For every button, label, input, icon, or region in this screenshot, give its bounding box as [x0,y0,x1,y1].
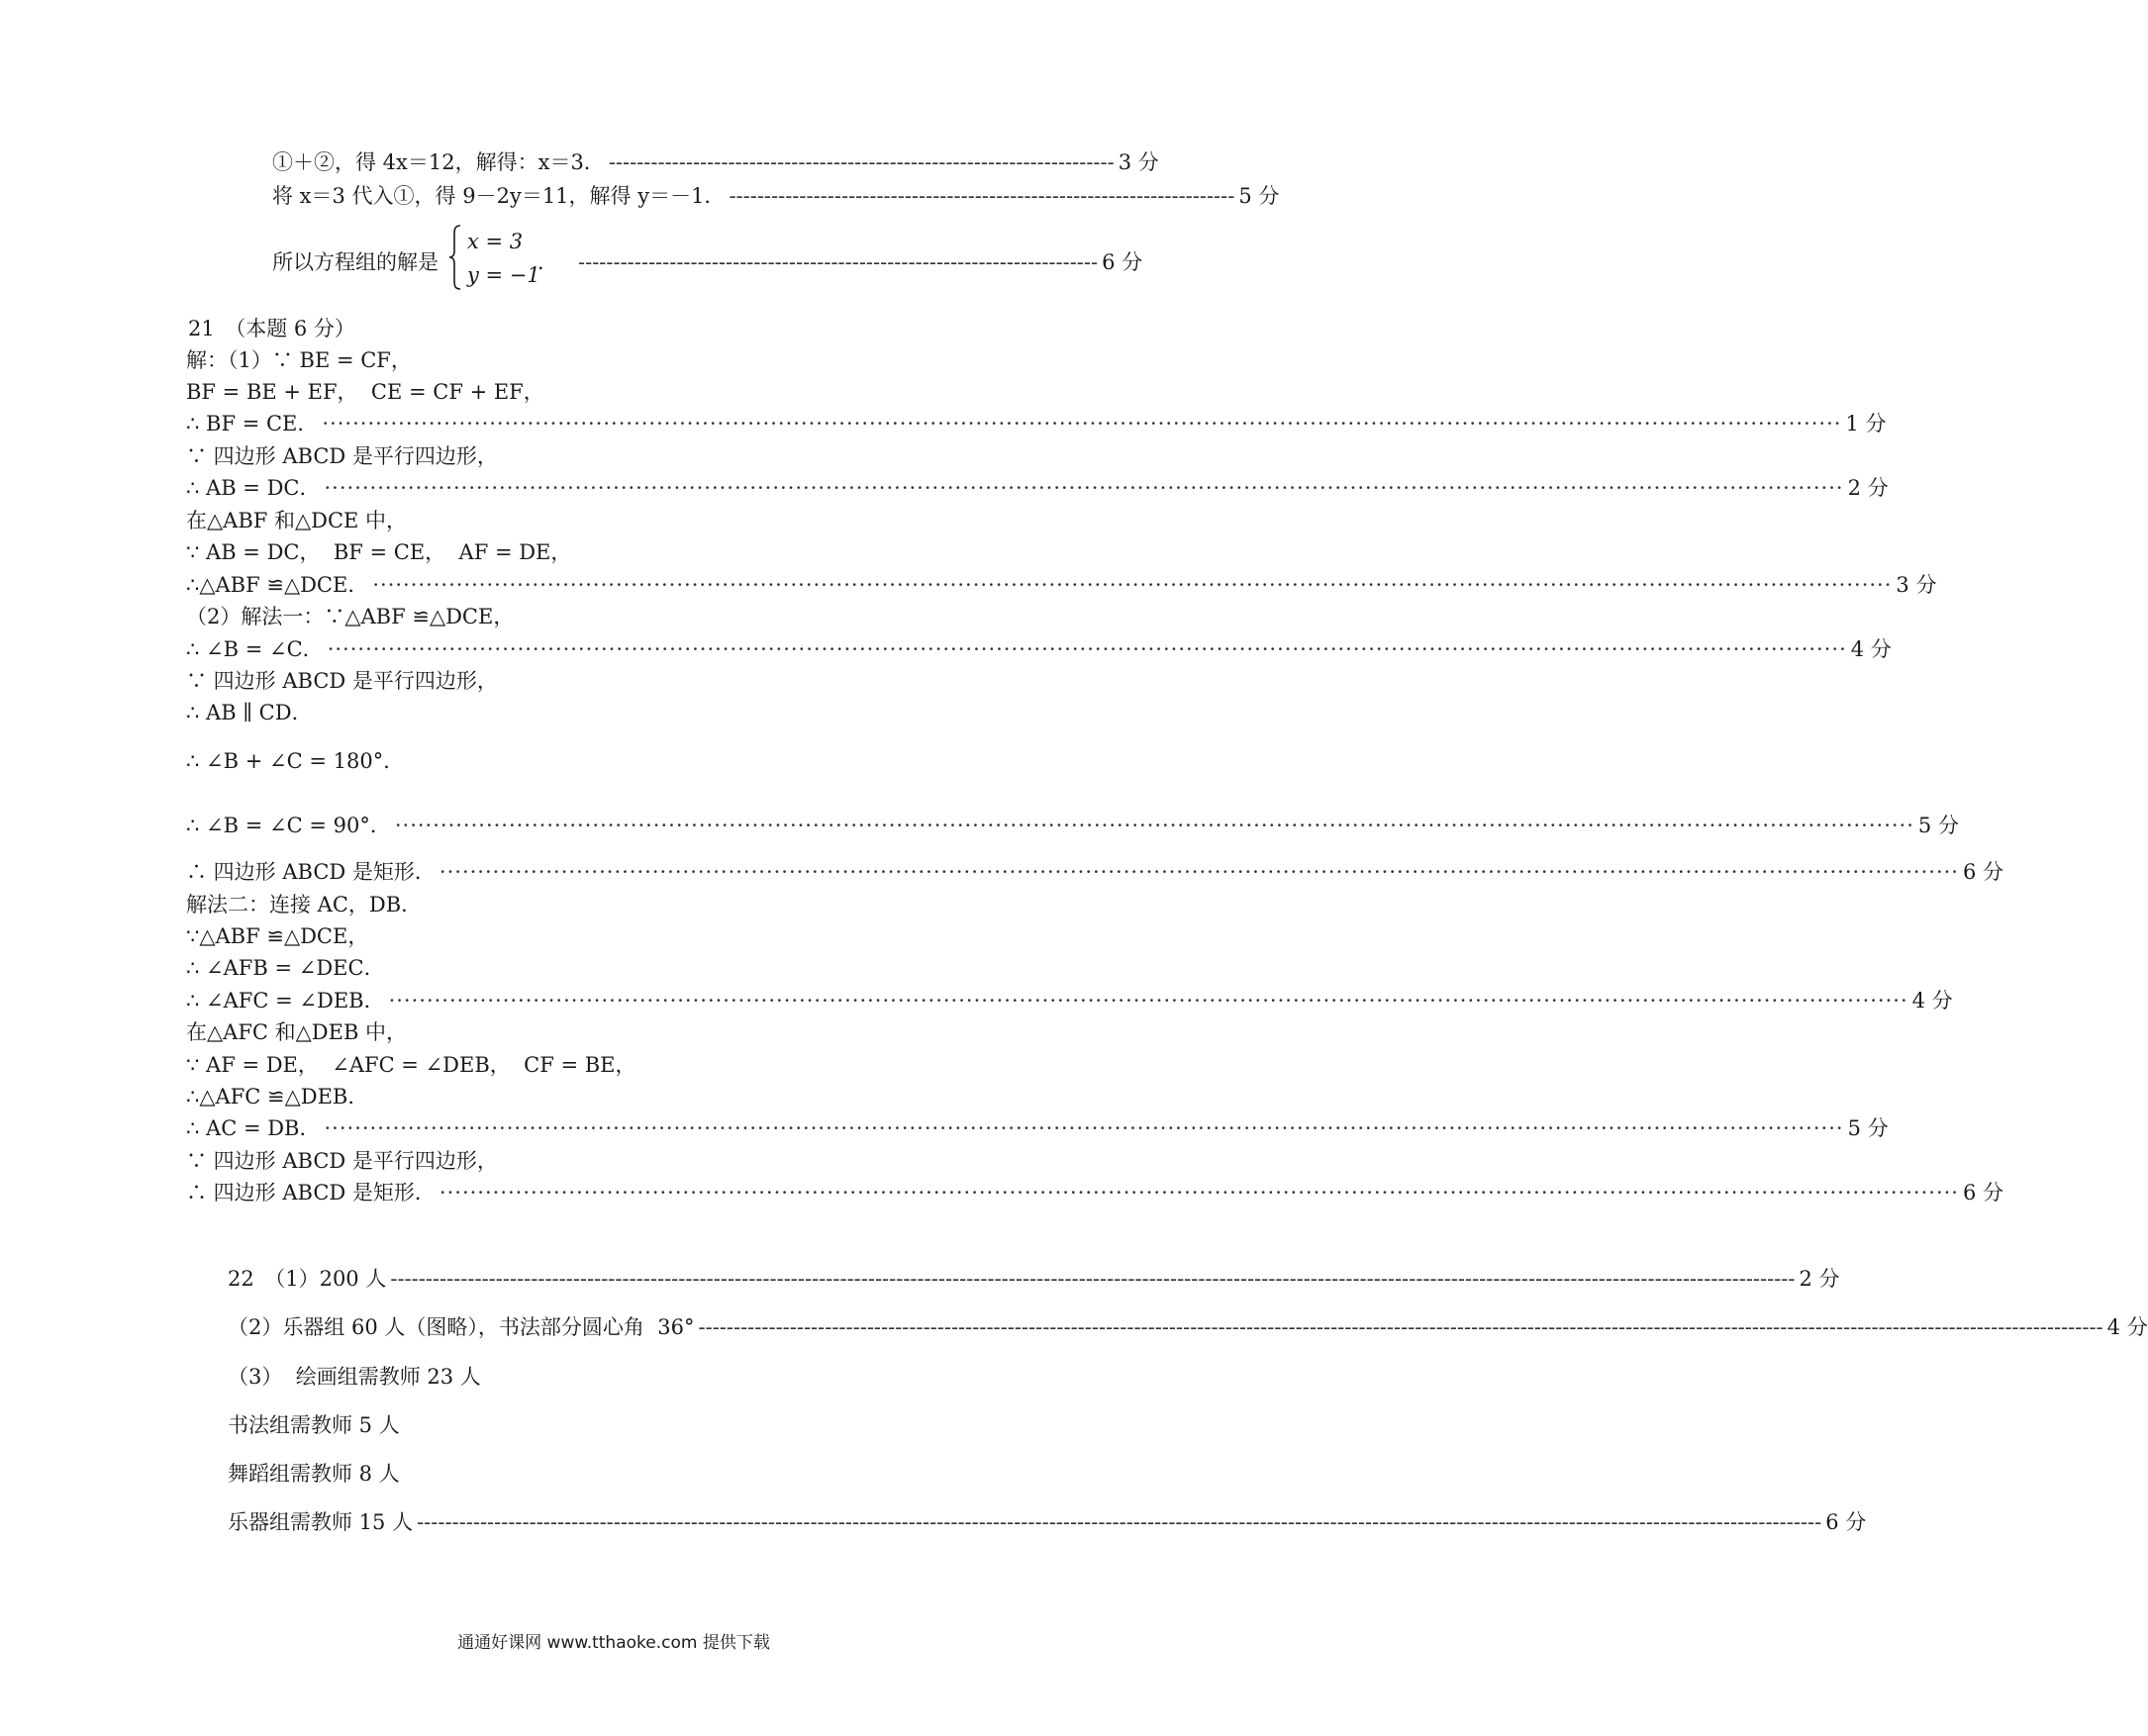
q20-line-2-score: 5 分 [1238,184,1280,208]
solution-line-text: ∴ AB ∥ CD． [186,701,313,724]
solution-line-text: ∵ AB = DC， BF = CE， AF = DE， [186,540,572,564]
solution-line [186,1083,368,1110]
score-label: 1 分 [1845,412,1887,435]
solution-line-text: ∴ 四边形 ABCD 是矩形． [186,860,436,884]
equation-system [272,224,1143,293]
solution-line-text: ∴ AC = DB． [186,1116,321,1140]
solution-line-text: ∴ ∠B = ∠C = 90°． [186,814,391,837]
solution-line [186,1114,1889,1142]
dash-leader: -------------------------------------------------------------------------------------------------------------------------------------------------------------------------------------------------------- [417,1510,1822,1534]
solution-line [228,1265,1840,1293]
solution-line-text: 在△AFC 和△DEB 中， [186,1020,408,1044]
score-label: 6 分 [1962,860,2004,884]
solution-line-text: （3） 绘画组需教师 23 人 [228,1365,481,1389]
solution-line-text: ∵ AF = DE， ∠AFC = ∠DEB， CF = BE， [186,1053,636,1077]
solution-line-text: ∴△AFC ≌△DEB． [186,1085,369,1109]
solution-line [186,538,571,566]
system-score: 6 分 [1102,250,1143,274]
solution-line [186,603,514,630]
score-label: 2 分 [1799,1267,1840,1291]
solution-line [228,1363,481,1391]
score-label: 6 分 [1825,1510,1867,1534]
solution-line-text: ∴ 四边形 ABCD 是矩形． [186,1181,436,1205]
solution-line [228,1508,1867,1536]
dot-leader: ········································································································································································································ [388,989,1908,1013]
dot-leader: ········································································································································································································ [394,814,1914,837]
dot-leader: ········································································································································································································ [372,573,1893,597]
solution-line-text: ∵ 四边形 ABCD 是平行四边形， [186,444,498,468]
system-lead-text: 所以方程组的解是 [272,250,439,274]
solution-line [186,1018,407,1046]
solution-line-text: 22 （1）200 人 [228,1267,387,1291]
q20-line-1-score: 3 分 [1118,150,1159,174]
solution-line-text: ∴ AB = DC． [186,476,321,500]
system-tail: ． [537,250,558,274]
dot-leader: ········································································································································································································ [327,637,1847,661]
solution-line [186,442,498,470]
score-label: 5 分 [1847,1116,1889,1140]
solution-line-text: （2）乐器组 60 人（图略），书法部分圆心角 36° [228,1315,695,1339]
q21-title [188,315,355,342]
solution-line [186,635,1892,663]
dash-leader: ------------------------------------------------------------------------ [608,150,1115,174]
system-score-row [537,246,1143,276]
solution-line [186,699,313,726]
solution-line [186,1147,498,1175]
solution-line-text: ∵△ABF ≌△DCE， [186,924,369,948]
page-footer: 通通好课网 www.tthaoke.com 提供下载 [457,1633,770,1653]
solution-line-text: ∵ 四边形 ABCD 是平行四边形， [186,1149,498,1173]
score-label: 5 分 [1917,814,1959,837]
score-label: 4 分 [2106,1315,2148,1339]
solution-line [186,474,1889,502]
solution-line-text: ∴ ∠B = ∠C． [186,637,324,661]
solution-line-text: 舞蹈组需教师 8 人 [228,1462,400,1486]
dot-leader: ········································································································································································································ [322,412,1842,435]
solution-line-text: ∴ ∠AFB = ∠DEC． [186,956,385,980]
solution-line-text: 在△ABF 和△DCE 中， [186,509,408,532]
solution-line [228,1460,400,1488]
solution-line [186,410,1887,437]
solution-line [228,1411,400,1439]
dash-leader: ------------------------------------------------------------------------ [729,184,1235,208]
dot-leader: ········································································································································································································ [324,476,1844,500]
system-equation-2: y = −1 [467,263,540,287]
score-label: 3 分 [1896,573,1937,597]
solution-line-text: ∴ BF = CE． [186,412,319,435]
solution-line [186,858,2004,886]
score-label: 4 分 [1911,989,1953,1013]
solution-line-text: 书法组需教师 5 人 [228,1413,400,1437]
q20-line-2 [272,182,1280,210]
dot-leader: ········································································································································································································ [439,1181,1959,1205]
q21-title-text: 21 （本题 6 分） [188,317,355,340]
solution-line [186,667,498,695]
solution-line [186,1179,2004,1206]
solution-line [186,922,368,950]
q20-line-1-text: ①＋②，得 4x＝12，解得：x＝3． [272,150,605,174]
solution-line [228,1313,2148,1341]
solution-line [186,378,544,406]
q20-line-2-text: 将 x＝3 代入①，得 9－2y＝11，解得 y＝－1． [272,184,726,208]
score-label: 2 分 [1847,476,1889,500]
dash-leader: -------------------------------------------------------------------------------------------------------------------------------------------------------------------------------------------------------- [390,1267,1796,1291]
solution-line-text: 解：（1）∵ BE = CF， [186,348,412,372]
score-label: 4 分 [1850,637,1892,661]
solution-line [186,747,404,775]
system-equation-1: x = 3 [467,230,524,253]
dot-leader: ········································································································································································································ [324,1116,1844,1140]
solution-line-text: 解法二：连接 AC，DB． [186,893,423,916]
dash-leader: -------------------------------------------------------------------------------------------------------------------------------------------------------------------------------------------------------- [698,1315,2103,1339]
solution-line [186,954,385,982]
dot-leader: ········································································································································································································ [439,860,1959,884]
dash-leader: -------------------------------------------------------------------------- [578,250,1099,274]
solution-line [186,812,1959,839]
solution-line [186,1051,635,1079]
solution-line-text: BF = BE + EF， CE = CF + EF， [186,380,544,404]
solution-line-text: ∴△ABF ≌△DCE． [186,573,369,597]
solution-line [186,987,1953,1014]
solution-line-text: ∵ 四边形 ABCD 是平行四边形， [186,669,498,693]
solution-line-text: ∴ ∠B + ∠C = 180°． [186,749,405,773]
solution-line-text: 乐器组需教师 15 人 [228,1510,414,1534]
q20-line-1 [272,148,1159,176]
solution-line-text: （2）解法一：∵△ABF ≌△DCE， [186,605,515,628]
solution-line-text: ∴ ∠AFC = ∠DEB． [186,989,385,1013]
solution-line [186,346,412,374]
left-brace-icon [448,224,462,291]
solution-line [186,571,1937,599]
solution-line [186,507,407,534]
solution-line [186,891,422,918]
score-label: 6 分 [1962,1181,2004,1205]
